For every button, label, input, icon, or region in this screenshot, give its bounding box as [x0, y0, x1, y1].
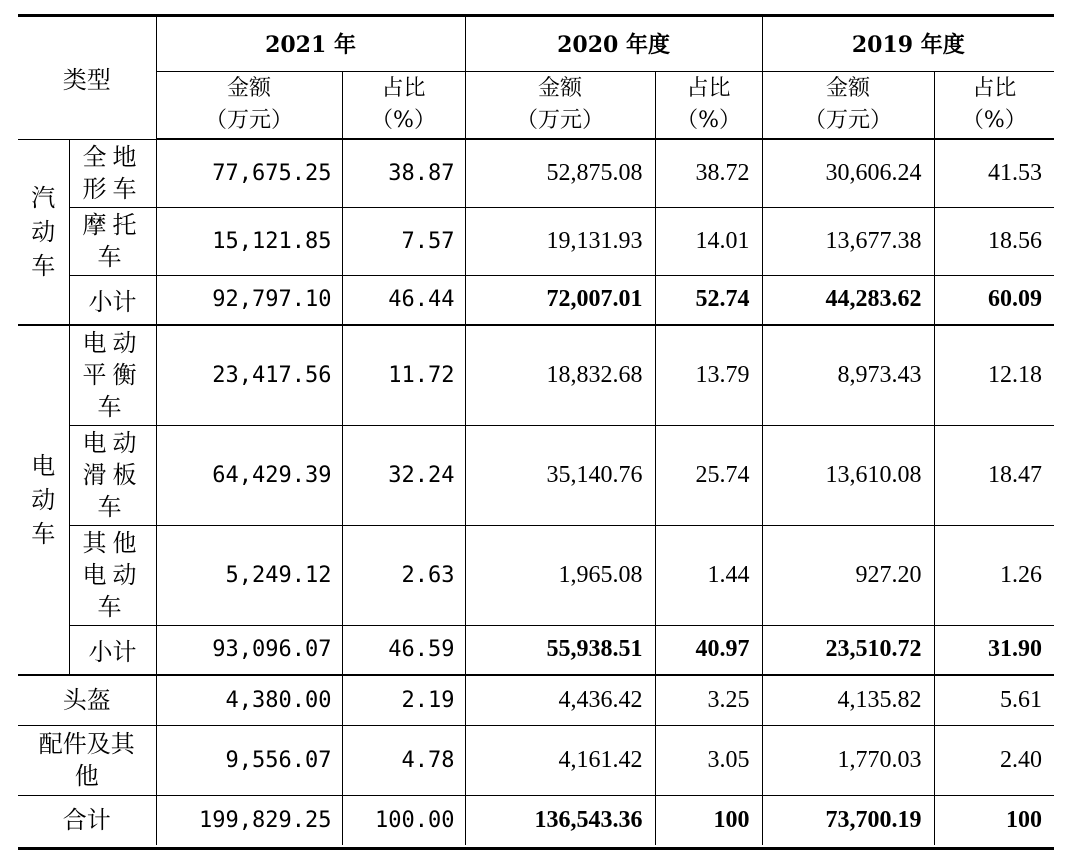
ratio-2020: 40.97	[655, 625, 762, 675]
total-label: 合计	[18, 795, 156, 845]
amount-2020: 19,131.93	[465, 207, 655, 275]
amount-2019: 30,606.24	[762, 139, 934, 207]
ratio-2021: 4.78	[342, 725, 465, 795]
subtotal-label: 小计	[69, 275, 156, 325]
ratio-2021: 32.24	[342, 425, 465, 525]
amount-2021: 64,429.39	[156, 425, 342, 525]
amount-2019: 4,135.82	[762, 675, 934, 725]
amount-2019: 23,510.72	[762, 625, 934, 675]
ratio-2020: 100	[655, 795, 762, 845]
revenue-by-product-table	[18, 17, 1054, 845]
category-char: 汽	[31, 183, 56, 212]
amount-2020: 55,938.51	[465, 625, 655, 675]
header-year-2019: 2019 年度	[762, 17, 1054, 71]
category-char: 车	[31, 251, 56, 280]
ratio-2019: 18.47	[934, 425, 1054, 525]
row-label-line: 车	[97, 493, 128, 521]
row-label	[69, 425, 156, 525]
header-amount-2020	[465, 71, 655, 139]
ratio-2020: 3.05	[655, 725, 762, 795]
category-char: 动	[31, 217, 56, 246]
amount-2021: 199,829.25	[156, 795, 342, 845]
header-amount-line1: 金额	[826, 75, 871, 101]
table-row	[18, 207, 1054, 275]
header-year-2021: 2021 年	[156, 17, 465, 71]
row-label	[18, 675, 156, 725]
header-ratio-line1: 占比	[381, 75, 426, 101]
ratio-2020: 38.72	[655, 139, 762, 207]
amount-2019: 927.20	[762, 525, 934, 625]
row-label-line: 头盔	[62, 686, 111, 715]
table-row	[18, 675, 1054, 725]
row-label	[69, 525, 156, 625]
amount-2019: 13,610.08	[762, 425, 934, 525]
header-amount-line2: （万元）	[516, 107, 605, 133]
header-amount-2021	[156, 71, 342, 139]
header-ratio-2019	[934, 71, 1054, 139]
ratio-2021: 100.00	[342, 795, 465, 845]
amount-2021: 9,556.07	[156, 725, 342, 795]
amount-2021: 5,249.12	[156, 525, 342, 625]
row-label-line: 滑板	[82, 461, 143, 489]
header-amount-line2: （万元）	[804, 107, 893, 133]
table-row	[18, 139, 1054, 207]
ratio-2021: 2.19	[342, 675, 465, 725]
header-ratio-line1: 占比	[686, 75, 731, 101]
amount-2020: 18,832.68	[465, 325, 655, 425]
header-ratio-line2: （%）	[676, 107, 741, 133]
row-label-line: 形车	[82, 175, 143, 203]
category-char: 电	[31, 452, 56, 480]
amount-2021: 4,380.00	[156, 675, 342, 725]
total-row	[18, 795, 1054, 845]
row-label-line: 车	[97, 243, 128, 271]
ratio-2021: 11.72	[342, 325, 465, 425]
header-amount-2019	[762, 71, 934, 139]
category-cell	[18, 325, 69, 675]
row-label	[18, 725, 156, 795]
ratio-2020: 1.44	[655, 525, 762, 625]
ratio-2020: 25.74	[655, 425, 762, 525]
revenue-table-container	[18, 14, 1054, 850]
ratio-2019: 2.40	[934, 725, 1054, 795]
row-label-line: 电动	[82, 429, 143, 457]
ratio-2019: 5.61	[934, 675, 1054, 725]
row-label-line: 全地	[82, 143, 143, 171]
header-year-2020: 2020 年度	[465, 17, 762, 71]
ratio-2019: 18.56	[934, 207, 1054, 275]
header-ratio-line1: 占比	[972, 75, 1017, 101]
ratio-2021: 38.87	[342, 139, 465, 207]
amount-2021: 93,096.07	[156, 625, 342, 675]
amount-2020: 136,543.36	[465, 795, 655, 845]
row-label	[69, 139, 156, 207]
ratio-2019: 12.18	[934, 325, 1054, 425]
category-char: 动	[31, 486, 56, 514]
ratio-2020: 13.79	[655, 325, 762, 425]
row-label	[69, 325, 156, 425]
table-row	[18, 325, 1054, 425]
header-type: 类型	[18, 17, 156, 139]
amount-2021: 77,675.25	[156, 139, 342, 207]
row-label-line: 车	[97, 393, 128, 422]
ratio-2020: 14.01	[655, 207, 762, 275]
ratio-2021: 46.44	[342, 275, 465, 325]
amount-2020: 4,161.42	[465, 725, 655, 795]
row-label-line: 平衡	[82, 361, 143, 390]
row-label-line: 配件及其	[38, 730, 135, 758]
ratio-2021: 2.63	[342, 525, 465, 625]
row-label-line: 电动	[82, 561, 143, 589]
amount-2019: 73,700.19	[762, 795, 934, 845]
category-char: 车	[31, 520, 56, 548]
header-ratio-line2: （%）	[961, 107, 1027, 133]
header-amount-line1: 金额	[226, 75, 271, 101]
table-row	[18, 525, 1054, 625]
header-row-columns	[18, 71, 1054, 139]
row-label-line: 摩托	[82, 211, 143, 239]
ratio-2020: 3.25	[655, 675, 762, 725]
ratio-2019: 31.90	[934, 625, 1054, 675]
row-label-line: 他	[74, 762, 99, 790]
amount-2020: 72,007.01	[465, 275, 655, 325]
header-amount-line1: 金额	[538, 75, 583, 101]
header-ratio-line2: （%）	[371, 107, 436, 133]
header-ratio-2021	[342, 71, 465, 139]
table-row	[18, 425, 1054, 525]
row-label-line: 车	[97, 593, 128, 621]
table-row	[18, 725, 1054, 795]
subtotal-row	[18, 275, 1054, 325]
amount-2021: 92,797.10	[156, 275, 342, 325]
header-amount-line2: （万元）	[204, 107, 293, 133]
amount-2019: 8,973.43	[762, 325, 934, 425]
ratio-2019: 100	[934, 795, 1054, 845]
category-cell	[18, 139, 69, 325]
subtotal-row	[18, 625, 1054, 675]
amount-2020: 35,140.76	[465, 425, 655, 525]
ratio-2021: 7.57	[342, 207, 465, 275]
amount-2019: 1,770.03	[762, 725, 934, 795]
subtotal-label: 小计	[69, 625, 156, 675]
amount-2020: 4,436.42	[465, 675, 655, 725]
row-label	[69, 207, 156, 275]
header-ratio-2020	[655, 71, 762, 139]
row-label-line: 其他	[82, 529, 143, 557]
amount-2020: 52,875.08	[465, 139, 655, 207]
amount-2021: 23,417.56	[156, 325, 342, 425]
header-row-years	[18, 17, 1054, 71]
amount-2019: 13,677.38	[762, 207, 934, 275]
amount-2021: 15,121.85	[156, 207, 342, 275]
ratio-2020: 52.74	[655, 275, 762, 325]
row-label-line: 电动	[82, 329, 143, 358]
amount-2019: 44,283.62	[762, 275, 934, 325]
ratio-2019: 60.09	[934, 275, 1054, 325]
ratio-2019: 1.26	[934, 525, 1054, 625]
ratio-2021: 46.59	[342, 625, 465, 675]
ratio-2019: 41.53	[934, 139, 1054, 207]
amount-2020: 1,965.08	[465, 525, 655, 625]
